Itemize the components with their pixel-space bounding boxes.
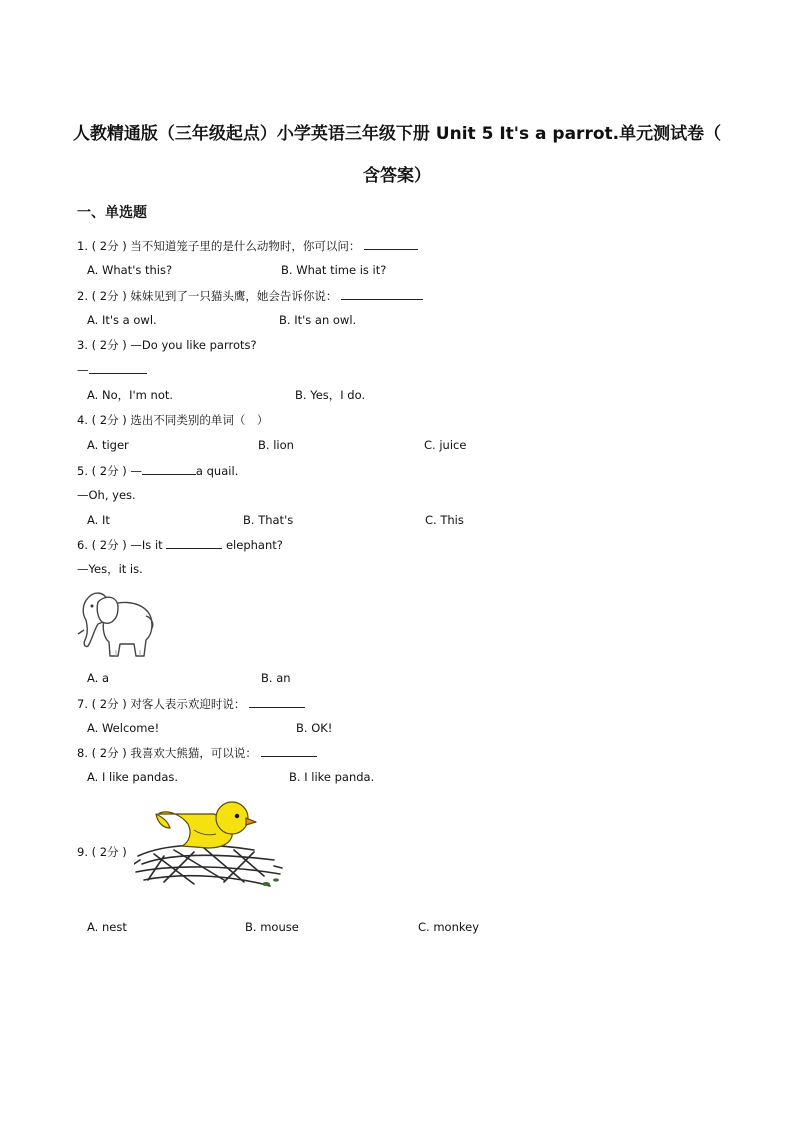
document-title-line-2: 含答案） xyxy=(363,166,431,186)
question-5 xyxy=(77,462,238,479)
q2-option-b[interactable]: B. It's an owl. xyxy=(279,313,357,327)
stem-suffix: elephant? xyxy=(225,538,283,552)
question-number: 3. xyxy=(77,338,88,352)
question-8 xyxy=(77,744,317,761)
q4-option-a[interactable]: A. tiger xyxy=(87,438,129,452)
question-stem: —Do you like parrots? xyxy=(130,338,257,352)
q5-reply: —Oh, yes. xyxy=(77,488,136,502)
section-heading: 一、单选题 xyxy=(77,205,147,221)
question-number: 4. xyxy=(77,413,88,427)
q9-option-a[interactable]: A. nest xyxy=(87,920,127,934)
q4-option-b[interactable]: B. lion xyxy=(258,438,294,452)
q5-option-b[interactable]: B. That's xyxy=(243,513,294,527)
question-9 xyxy=(77,844,127,860)
answer-blank[interactable] xyxy=(249,695,305,708)
question-number: 1. xyxy=(77,239,88,253)
question-number: 6. xyxy=(77,538,88,552)
answer-blank[interactable] xyxy=(261,744,317,757)
question-7 xyxy=(77,695,305,712)
question-stem: 选出不同类别的单词（ ） xyxy=(130,413,269,427)
answer-blank[interactable] xyxy=(166,536,222,549)
q6-reply: —Yes，it is. xyxy=(77,562,143,576)
stem-suffix: a quail. xyxy=(195,464,239,478)
question-2 xyxy=(77,287,423,304)
question-stem: 我喜欢大熊猫，可以说： xyxy=(130,746,257,760)
question-3 xyxy=(77,337,257,353)
question-number: 8. xyxy=(77,746,88,760)
q7-option-b[interactable]: B. OK! xyxy=(296,721,333,735)
dash: — xyxy=(77,363,89,377)
answer-blank[interactable] xyxy=(89,361,147,374)
q8-option-a[interactable]: A. I like pandas. xyxy=(87,770,179,784)
q3-option-b[interactable]: B. Yes，I do. xyxy=(295,388,366,402)
answer-blank[interactable] xyxy=(364,237,418,250)
question-6 xyxy=(77,536,283,553)
q3-answer-line xyxy=(77,361,147,378)
stem-prefix: —Is it xyxy=(130,538,163,552)
question-number: 9. xyxy=(77,845,88,859)
elephant-image xyxy=(76,588,156,662)
question-1 xyxy=(77,237,418,254)
question-score: ( 2分 ) xyxy=(91,289,127,303)
bird-in-nest-image xyxy=(134,794,284,892)
answer-blank[interactable] xyxy=(142,462,196,475)
answer-blank[interactable] xyxy=(341,287,423,300)
question-score: ( 2分 ) xyxy=(91,845,127,859)
q4-option-c[interactable]: C. juice xyxy=(424,438,467,452)
question-stem: 对客人表示欢迎时说： xyxy=(130,697,246,711)
document-title-line-1: 人教精通版（三年级起点）小学英语三年级下册 Unit 5 It's a parrot.单元测试卷（ xyxy=(72,124,722,144)
q8-option-b[interactable]: B. I like panda. xyxy=(289,770,375,784)
question-4 xyxy=(77,412,268,428)
q6-option-a[interactable]: A. a xyxy=(87,671,110,685)
q5-option-a[interactable]: A. It xyxy=(87,513,110,527)
question-number: 2. xyxy=(77,289,88,303)
question-score: ( 2分 ) xyxy=(91,464,127,478)
stem-prefix: — xyxy=(130,464,142,478)
q1-option-b[interactable]: B. What time is it? xyxy=(281,263,387,277)
q3-option-a[interactable]: A. No，I'm not. xyxy=(87,388,174,402)
question-stem: 当不知道笼子里的是什么动物时，你可以问： xyxy=(130,239,361,253)
question-score: ( 2分 ) xyxy=(91,413,127,427)
q1-option-a[interactable]: A. What's this? xyxy=(87,263,173,277)
question-score: ( 2分 ) xyxy=(91,239,127,253)
q7-option-a[interactable]: A. Welcome! xyxy=(87,721,160,735)
q9-option-b[interactable]: B. mouse xyxy=(245,920,299,934)
question-number: 5. xyxy=(77,464,88,478)
q9-option-c[interactable]: C. monkey xyxy=(418,920,479,934)
question-score: ( 2分 ) xyxy=(91,697,127,711)
question-number: 7. xyxy=(77,697,88,711)
q2-option-a[interactable]: A. It's a owl. xyxy=(87,313,157,327)
question-score: ( 2分 ) xyxy=(91,338,127,352)
question-score: ( 2分 ) xyxy=(91,746,127,760)
q5-option-c[interactable]: C. This xyxy=(425,513,464,527)
q6-option-b[interactable]: B. an xyxy=(261,671,291,685)
question-score: ( 2分 ) xyxy=(91,538,127,552)
question-stem: 妹妹见到了一只猫头鹰，她会告诉你说： xyxy=(130,289,338,303)
